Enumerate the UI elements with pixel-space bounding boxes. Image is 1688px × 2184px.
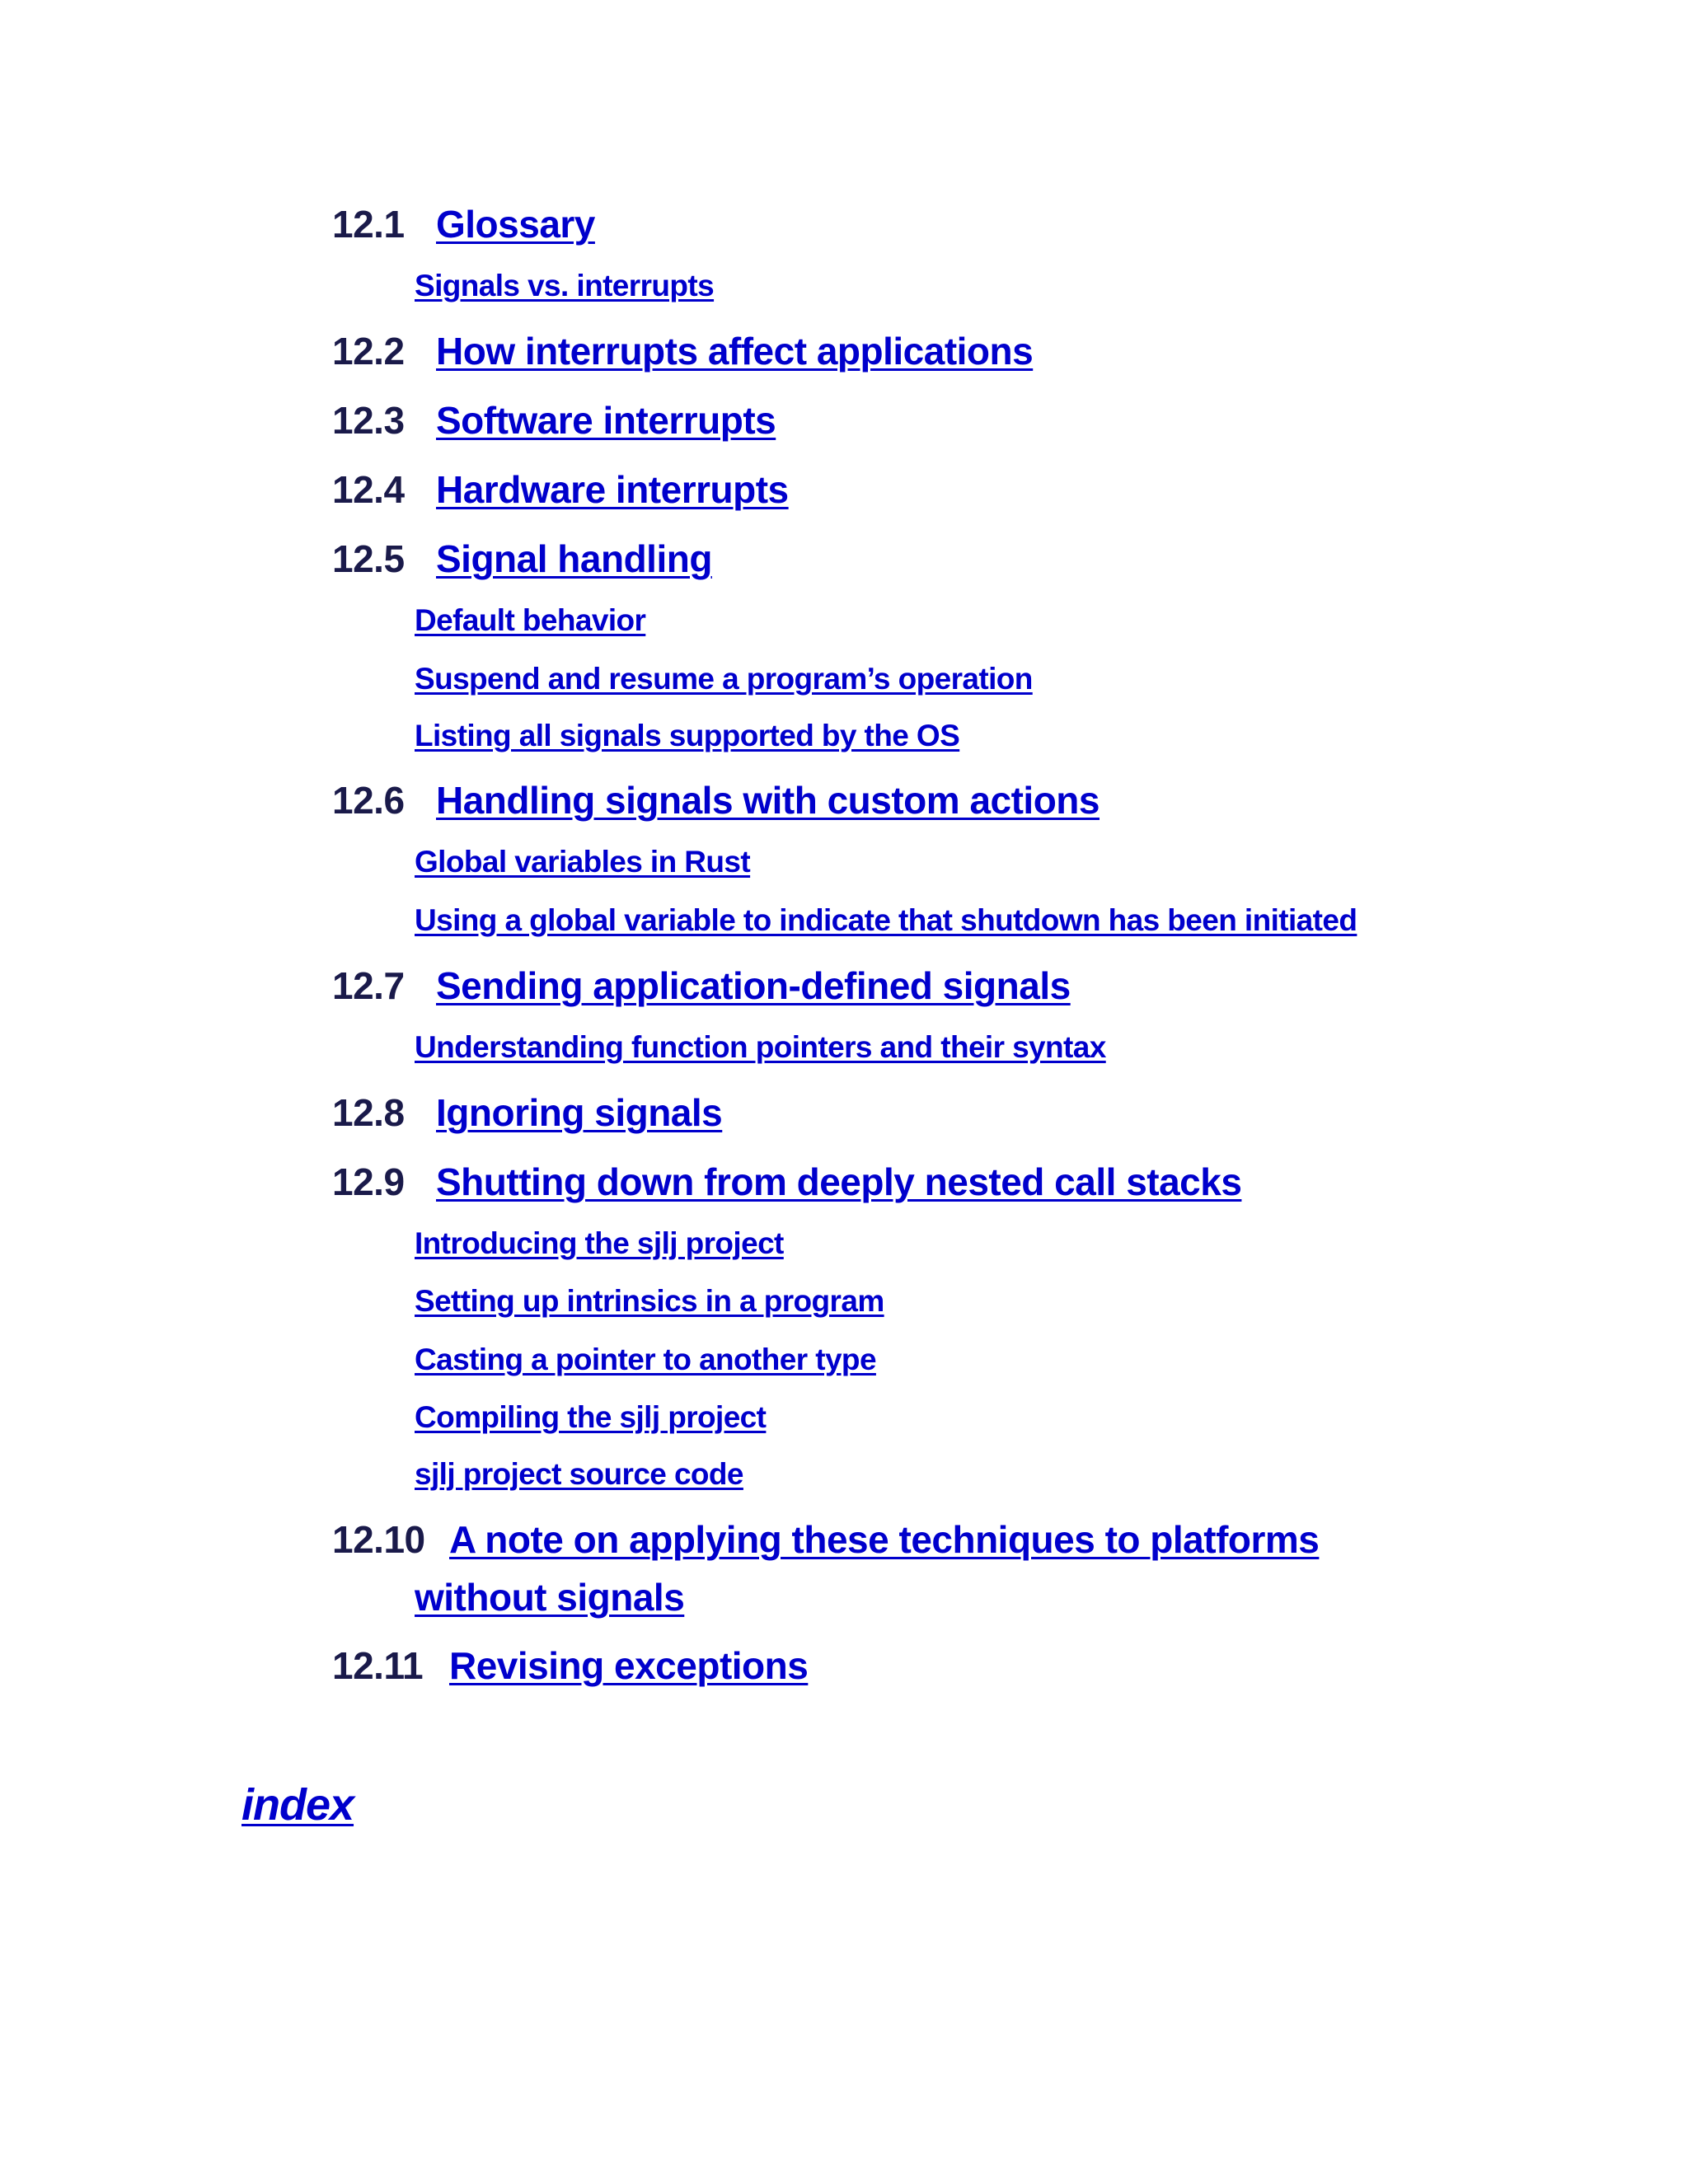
toc-link-introducing-sjlj[interactable]: Introducing the sjlj project — [415, 1226, 784, 1260]
toc-subsection-function-pointers — [415, 1029, 1106, 1066]
toc-subsection-global-variable-shutdown — [415, 902, 1357, 940]
toc-link-global-variables[interactable]: Global variables in Rust — [415, 845, 751, 879]
toc-index-entry — [241, 1779, 354, 1831]
toc-link-sjlj-source[interactable]: sjlj project source code — [415, 1457, 743, 1491]
toc-section-12-9 — [332, 1159, 1241, 1205]
section-number: 12.6 — [332, 779, 405, 822]
section-number: 12.4 — [332, 468, 405, 511]
section-number: 12.8 — [332, 1091, 405, 1134]
toc-link-function-pointers[interactable]: Understanding function pointers and their syntax — [415, 1030, 1106, 1064]
toc-link-compiling-sjlj[interactable]: Compiling the sjlj project — [415, 1400, 767, 1434]
toc-link-intrinsics[interactable]: Setting up intrinsics in a program — [415, 1284, 884, 1318]
section-number: 12.2 — [332, 330, 405, 373]
toc-link-shutting-down-nested-call-stacks[interactable]: Shutting down from deeply nested call stacks — [436, 1160, 1242, 1203]
toc-section-12-4 — [332, 466, 789, 513]
section-number: 12.1 — [332, 203, 405, 246]
toc-subsection-listing-signals — [415, 717, 959, 755]
toc-section-12-10-continuation — [415, 1574, 684, 1620]
toc-link-software-interrupts[interactable]: Software interrupts — [436, 399, 776, 442]
section-number: 12.5 — [332, 537, 405, 580]
toc-subsection-introducing-sjlj — [415, 1225, 784, 1263]
toc-subsection-default-behavior — [415, 602, 645, 640]
toc-link-how-interrupts-affect-applications[interactable]: How interrupts affect applications — [436, 330, 1034, 373]
toc-link-global-variable-shutdown[interactable]: Using a global variable to indicate that shutdown has been initiated — [415, 903, 1357, 937]
toc-subsection-suspend-resume — [415, 660, 1033, 698]
toc-link-listing-signals[interactable]: Listing all signals supported by the OS — [415, 719, 960, 752]
toc-link-signal-handling[interactable]: Signal handling — [436, 537, 712, 580]
toc-section-12-5 — [332, 536, 712, 582]
toc-section-12-11 — [332, 1643, 808, 1689]
toc-subsection-casting-pointer — [415, 1341, 876, 1379]
toc-link-hardware-interrupts[interactable]: Hardware interrupts — [436, 468, 789, 511]
toc-link-suspend-resume[interactable]: Suspend and resume a program’s operation — [415, 662, 1033, 696]
toc-link-ignoring-signals[interactable]: Ignoring signals — [436, 1091, 723, 1134]
section-number: 12.11 — [332, 1644, 424, 1687]
toc-link-revising-exceptions[interactable]: Revising exceptions — [449, 1644, 809, 1687]
toc-section-12-10 — [332, 1516, 1319, 1563]
toc-section-12-3 — [332, 397, 776, 443]
section-number: 12.3 — [332, 399, 405, 442]
toc-link-default-behavior[interactable]: Default behavior — [415, 603, 646, 637]
toc-link-note-on-applying-techniques-cont[interactable]: without signals — [415, 1576, 685, 1619]
toc-link-index[interactable]: index — [241, 1780, 354, 1830]
toc-section-12-6 — [332, 777, 1100, 823]
toc-link-casting-pointer[interactable]: Casting a pointer to another type — [415, 1343, 876, 1376]
toc-section-12-7 — [332, 963, 1071, 1009]
toc-section-12-8 — [332, 1090, 722, 1136]
toc-subsection-compiling-sjlj — [415, 1399, 766, 1436]
toc-section-12-2 — [332, 328, 1033, 374]
toc-link-handling-signals-custom-actions[interactable]: Handling signals with custom actions — [436, 779, 1100, 822]
section-number: 12.10 — [332, 1518, 425, 1561]
toc-link-glossary[interactable]: Glossary — [436, 203, 595, 246]
toc-subsection-intrinsics — [415, 1282, 884, 1320]
section-number: 12.9 — [332, 1160, 405, 1203]
toc-link-sending-application-defined-signals[interactable]: Sending application-defined signals — [436, 964, 1071, 1007]
toc-subsection-sjlj-source — [415, 1455, 743, 1493]
toc-link-signals-vs-interrupts[interactable]: Signals vs. interrupts — [415, 269, 715, 302]
toc-section-12-1 — [332, 201, 595, 247]
toc-link-note-on-applying-techniques[interactable]: A note on applying these techniques to platforms — [449, 1518, 1320, 1561]
section-number: 12.7 — [332, 964, 405, 1007]
toc-subsection-global-variables — [415, 843, 750, 881]
toc-subsection-signals-vs-interrupts — [415, 267, 714, 305]
